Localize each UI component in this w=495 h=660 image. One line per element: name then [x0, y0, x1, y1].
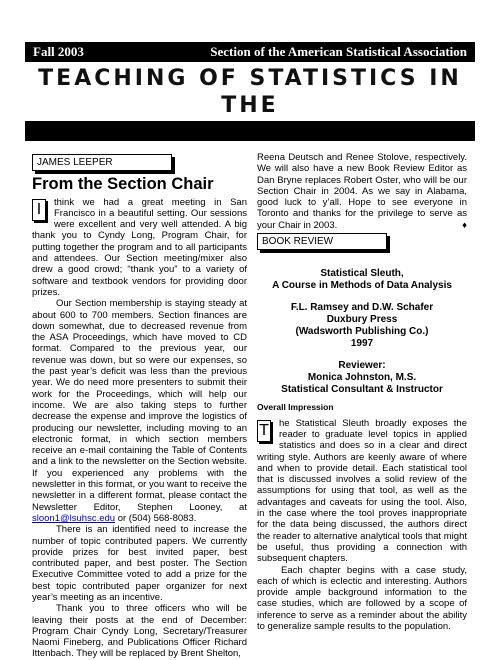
continued-text: Reena Deutsch and Renee Stolove, respectively. We will also have a new Book Review Editor as Dan Bryne replaces Robert Oster, who will be our Section Chair in 2004. As we say in Alabama, good luck to y’all. Hope to see everyone in Toronto and thanks for the privilege to serve as your Chair in 2003. [257, 152, 467, 231]
paragraph-1: think we had a great meeting in San Francisco in a beautiful setting. Our sessions were excellent and very well attended. A big thank you to Cyndy Long, Program Chair, for putting together the program and to all participants and attendees. Our Section meeting/mixer also drew a good crowd; “thank you” to a variety of software and textbook vendors for providing door prizes. [32, 196, 247, 298]
section-name: Section of the American Statistical Association [210, 44, 467, 59]
editor-email-link[interactable]: sloon1@lsuhsc.edu [32, 512, 116, 524]
paragraph-2 [32, 298, 247, 524]
right-column [257, 152, 467, 632]
review-paragraph-2: Each chapter begins with a case study, each of which is eclectic and interesting. Authors provide ample background information to the case studies, which are followed by a scope of inference to serve as a reminder about the ability to generalize sample results to the population. [257, 564, 467, 633]
review-subheading: Overall Impression [257, 402, 334, 413]
title-line-1: TEACHING OF STATISTICS IN THE [38, 66, 462, 118]
book-publisher-2: (Wadsworth Publishing Co.) [295, 326, 429, 338]
book-publisher: Duxbury Press [326, 314, 398, 326]
paragraph-2-text: Our Section membership is staying steady at about 600 to 700 members. Section finances are down somewhat, due to decreased revenue from the ASA Proceedings, which have moved to CD format. Compared to the previous year, our revenue was down, but so were our expenses, so the past year’s deficit was less than the previous year. We do need more presenters to submit their work for the Proceedings, which will help our income. We are also taking steps to further decrease the expense and improve the logistics of producing our newsletter, including moving to an electronic format, in which section members receive an e-mail containing the Table of Contents and a link to the newsletter on the Section website. If you experienced any problems with the newsletter in this format, or you want to receive the newsletter in a different format, please contact the Newsletter Editor, Stephen Looney, at [32, 298, 247, 513]
book-year: 1997 [350, 338, 374, 350]
article-heading: From the Section Chair [32, 175, 214, 194]
book-title-2: A Course in Methods of Data Analysis [272, 280, 452, 292]
book-review-tab: BOOK REVIEW [257, 233, 387, 250]
author-tab: JAMES LEEPER [32, 154, 172, 171]
issue-date: Fall 2003 [33, 44, 84, 59]
paragraph-3: There is an identified need to increase the number of topic contributed papers. We currently provide prizes for best invited paper, best contributed paper, and best poster. The Section Executive Committee voted to add a prize for the best topic contributed paper organizer for next year’s meeting as an incentive. [32, 524, 247, 603]
left-column [32, 152, 247, 660]
paragraph-4: Thank you to three officers who will be leaving their posts at the end of December: Program Chair Cyndy Long, Secretary/Treasurer Naomi Fineberg, and Publications Officer Richard Ittenbach. They will be replaced by Brent Shelton, [32, 603, 247, 660]
divider-band [25, 121, 475, 141]
reviewer-name: Monica Johnston, M.S. [307, 372, 417, 384]
reviewer-role: Statistical Consultant & Instructor [281, 384, 443, 396]
end-mark-icon: ♦ [462, 219, 467, 231]
drop-cap-t: T [257, 420, 271, 442]
reviewer-label: Reviewer: [338, 360, 386, 372]
review-paragraph-1: he Statistical Sleuth broadly exposes the reader to graduate level topics in applied statistics and does so in a clear and direct writing style. Authors are keenly aware of where and when to provide detail. Each statistical tool that is discussed involves a solid review of the assumptions for using that tool, as well as the advantages and caveats for using the tool. Also, in the case where the tool proves inappropriate for the data being discussed, the authors direct the reader to alternative analytical tools that might be useful, thus providing a connection with subsequent chapters. [257, 417, 467, 565]
book-title-1: Statistical Sleuth, [320, 268, 404, 280]
paragraph-continued [257, 152, 467, 231]
issue-banner [25, 42, 475, 62]
book-authors: F.L. Ramsey and D.W. Schafer [290, 302, 434, 314]
paragraph-2-tail: or (504) 568-8083. [117, 512, 197, 524]
drop-cap: I [32, 199, 46, 221]
